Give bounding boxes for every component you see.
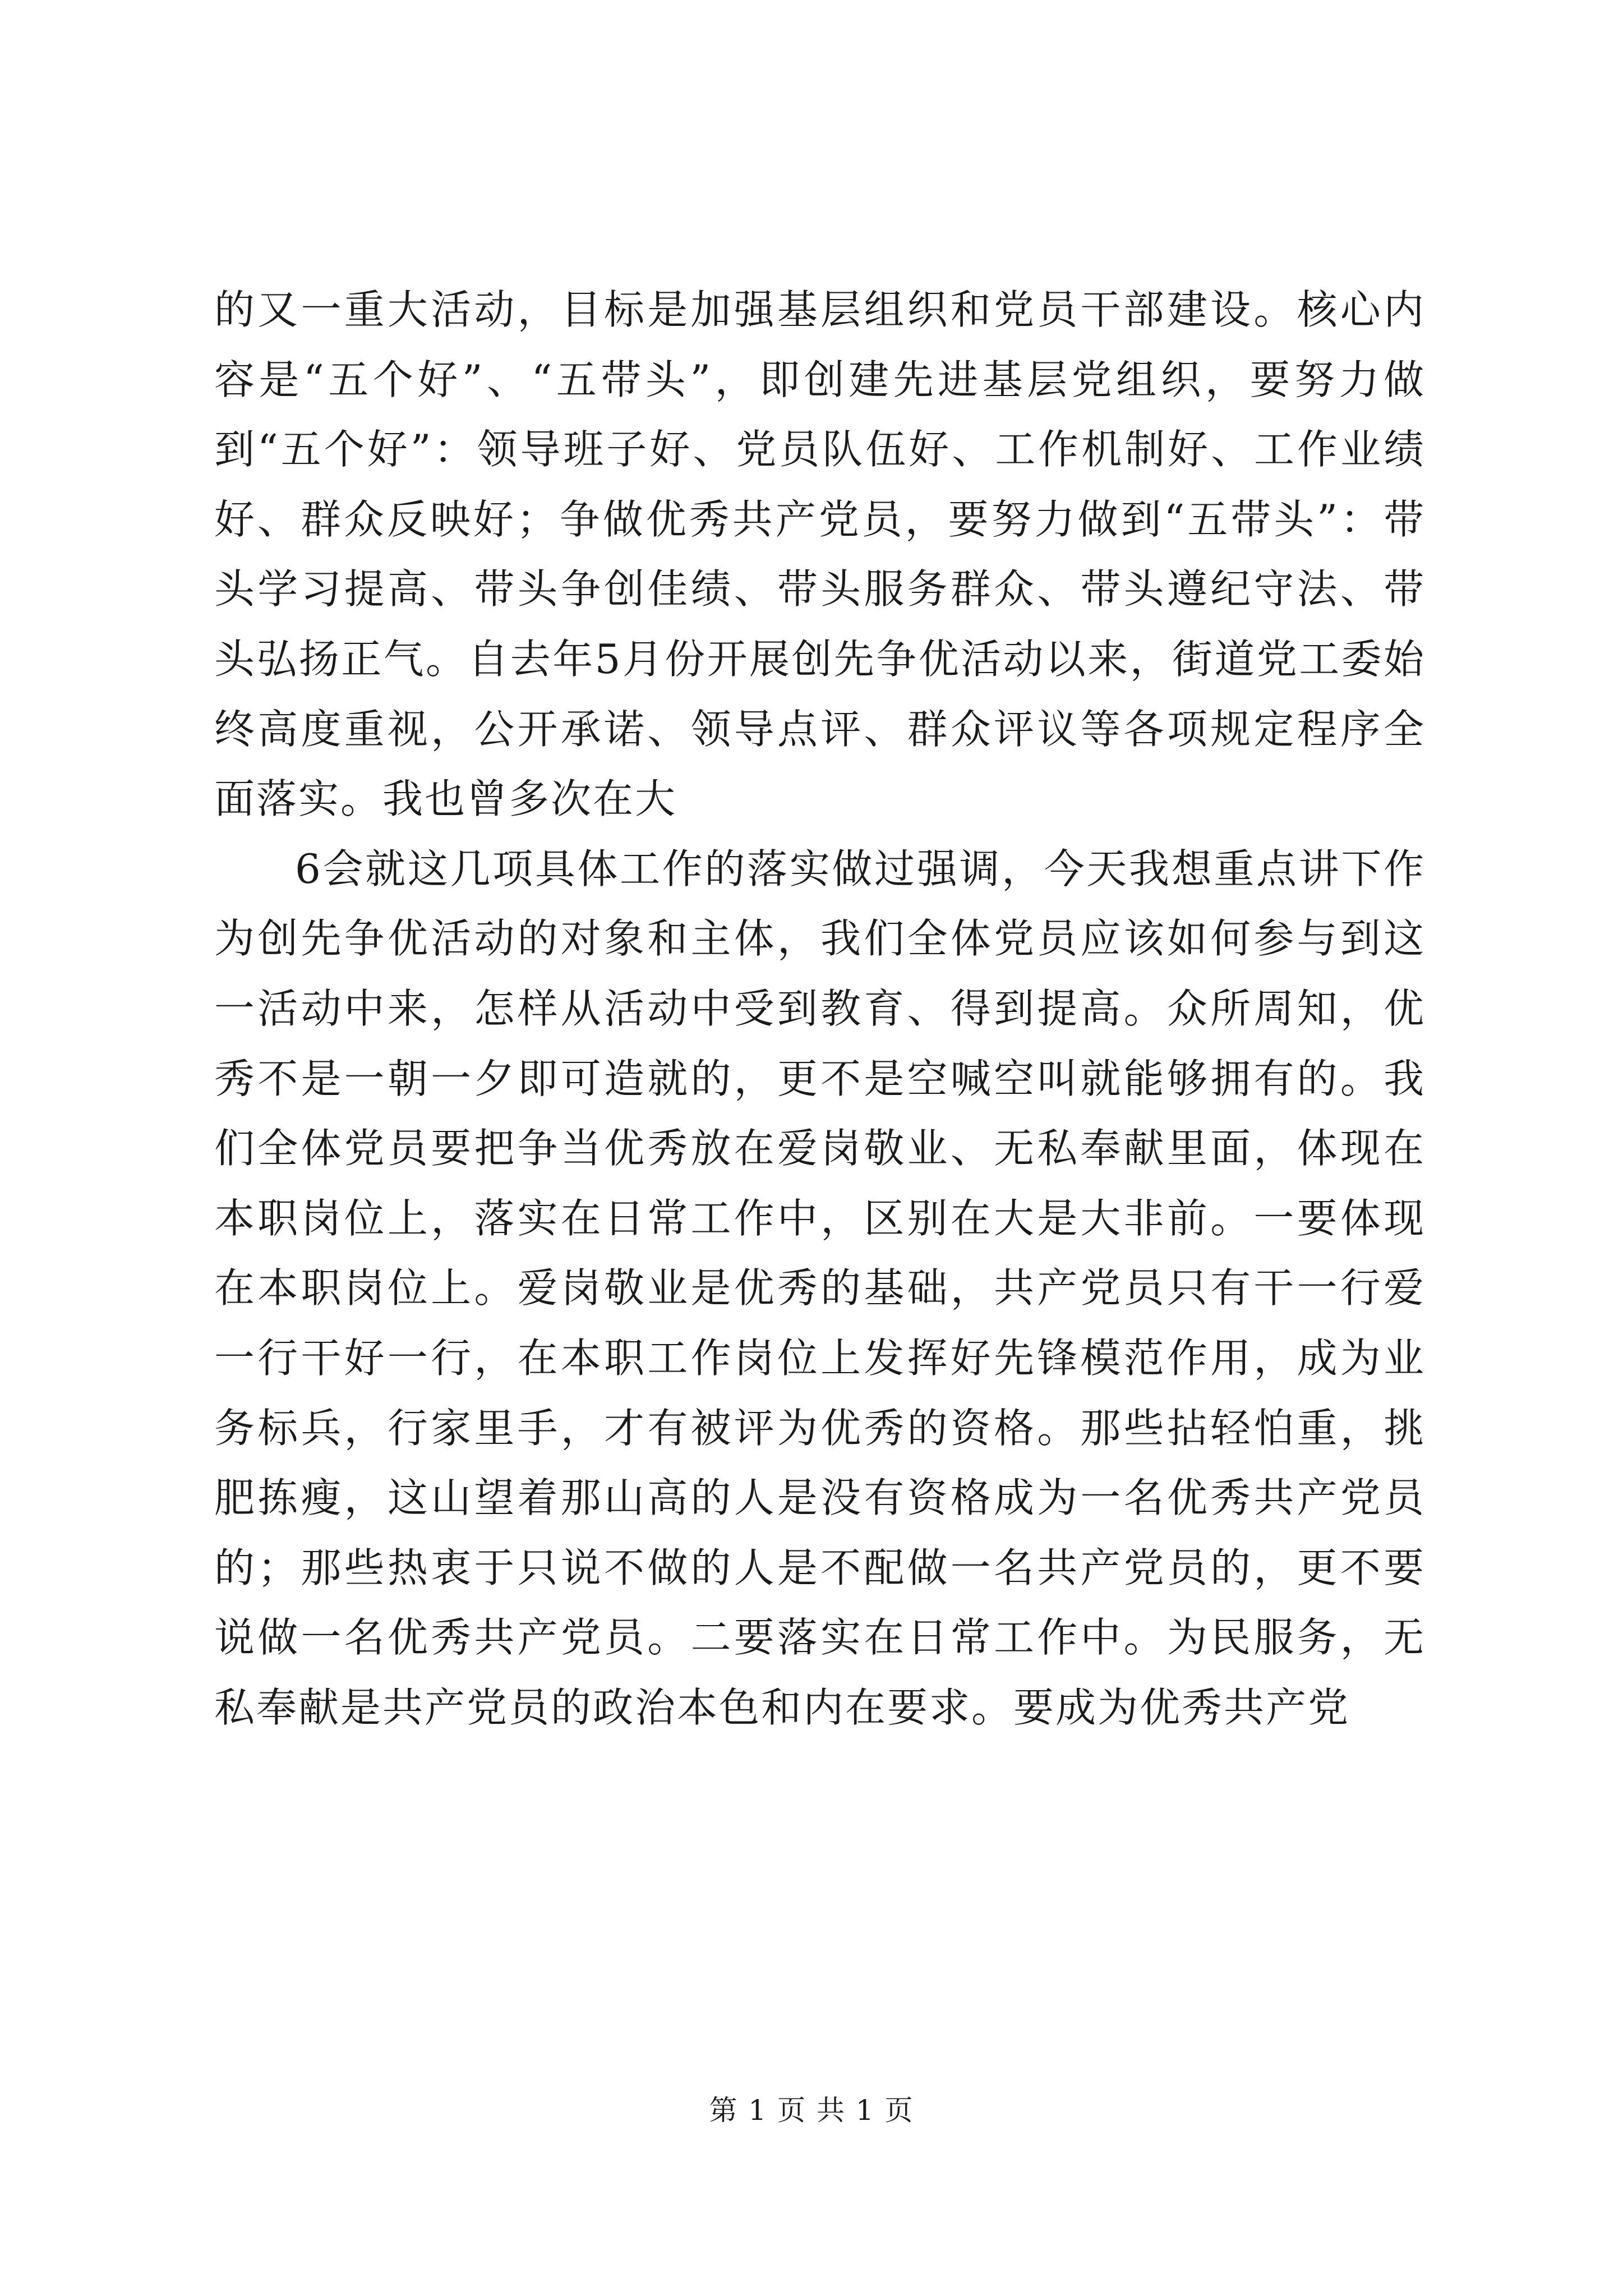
paragraph-2: 6会就这几项具体工作的落实做过强调，今天我想重点讲下作为创先争优活动的对象和主体，我们全体党员应该如何参与到这一活动中来，怎样从活动中受到教育、得到提高。众所周知，优秀不是一朝一夕即可造就的，更不是空喊空叫就能够拥有的。我们全体党员要把争当优秀放在爱岗敬业、无私奉献里面，体现在本职岗位上，落实在日常工作中，区别在大是大非前。一要体现在本职岗位上。爱岗敬业是优秀的基础，共产党员只有干一行爱一行干好一行，在本职工作岗位上发挥好先锋模范作用，成为业务标兵，行家里手，才有被评为优秀的资格。那些拈轻怕重，挑肥拣瘦，这山望着那山高的人是没有资格成为一名优秀共产党员的；那些热衷于只说不做的人是不配做一名共产党员的，更不要说做一名优秀共产党员。二要落实在日常工作中。为民服务，无私奉献是共产党员的政治本色和内在要求。要成为优秀共产党: [214, 845, 1426, 1731]
page-footer: 第 1 页 共 1 页: [709, 2094, 914, 2127]
paragraph-1: 的又一重大活动，目标是加强基层组织和党员干部建设。核心内容是“五个好”、“五带头”，即创建先进基层党组织，要努力做到“五个好”：领导班子好、党员队伍好、工作机制好、工作业绩好、群众反映好；争做优秀共产党员，要努力做到“五带头”：带头学习提高、带头争创佳绩、带头服务群众、带头遵纪守法、带头弘扬正气。自去年5月份开展创先争优活动以来，街道党工委始终高度重视，公开承诺、领导点评、群众评议等各项规定程序全面落实。我也曾多次在大: [214, 286, 1426, 823]
document-body: [214, 275, 1426, 1742]
